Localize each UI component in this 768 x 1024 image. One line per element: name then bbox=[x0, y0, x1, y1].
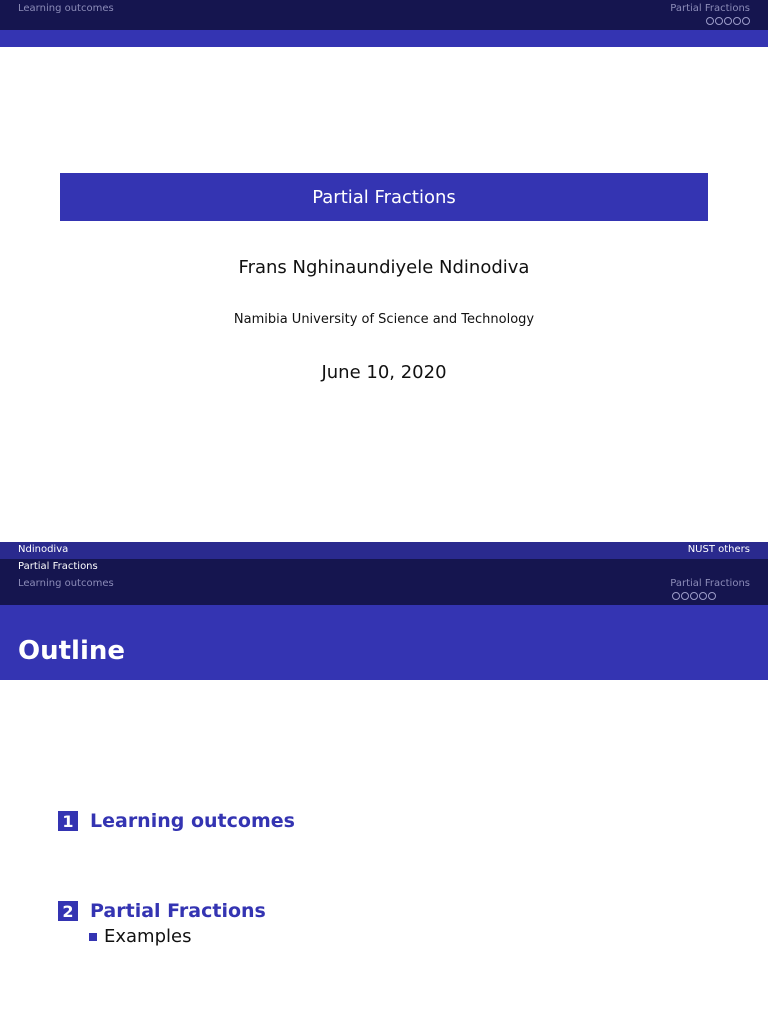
nav-dot-icon[interactable] bbox=[672, 592, 680, 600]
nav-section-partial-fractions[interactable]: Partial Fractions bbox=[670, 578, 750, 589]
current-section-label: Partial Fractions bbox=[18, 561, 98, 572]
nav-dot-icon[interactable] bbox=[733, 17, 741, 25]
toc-item-label: Partial Fractions bbox=[90, 900, 266, 922]
toc-subitem-examples[interactable] bbox=[89, 926, 191, 947]
footer-institute: NUST others bbox=[687, 544, 750, 555]
nav-dots bbox=[670, 17, 750, 25]
presentation-date: June 10, 2020 bbox=[321, 362, 447, 383]
nav-dot-icon[interactable] bbox=[706, 17, 714, 25]
square-bullet-icon bbox=[89, 933, 97, 941]
nav-subsection-strip bbox=[0, 605, 768, 622]
author-name: Frans Nghinaundiyele Ndinodiva bbox=[238, 257, 530, 278]
navigation-bar bbox=[0, 0, 768, 30]
footer-author: Ndinodiva bbox=[18, 544, 69, 555]
nav-dot-icon[interactable] bbox=[699, 592, 707, 600]
frame-title: Outline bbox=[0, 622, 768, 680]
toc-number-badge: 2 bbox=[58, 901, 78, 921]
toc-item-learning-outcomes[interactable] bbox=[58, 810, 295, 832]
nav-section-label: Partial Fractions bbox=[670, 3, 750, 14]
navigation-bar-slide2 bbox=[0, 559, 768, 605]
nav-dot-icon[interactable] bbox=[690, 592, 698, 600]
nav-dot-icon[interactable] bbox=[715, 17, 723, 25]
nav-dot-icon[interactable] bbox=[681, 592, 689, 600]
nav-dots bbox=[672, 592, 716, 600]
nav-section-partial-fractions[interactable] bbox=[670, 3, 750, 25]
nav-dot-icon[interactable] bbox=[708, 592, 716, 600]
toc-item-label: Learning outcomes bbox=[90, 810, 295, 832]
nav-section-learning-outcomes[interactable]: Learning outcomes bbox=[18, 578, 114, 589]
toc-item-partial-fractions[interactable] bbox=[58, 900, 266, 922]
nav-section-learning-outcomes[interactable]: Learning outcomes bbox=[18, 3, 114, 14]
slide-title: Partial Fractions bbox=[60, 173, 708, 221]
nav-subsection-strip bbox=[0, 30, 768, 47]
nav-dot-icon[interactable] bbox=[724, 17, 732, 25]
toc-subitem-label: Examples bbox=[104, 926, 192, 947]
institute-name: Namibia University of Science and Technology bbox=[233, 312, 535, 327]
nav-dot-icon[interactable] bbox=[742, 17, 750, 25]
footline bbox=[0, 542, 768, 559]
toc-number-badge: 1 bbox=[58, 811, 78, 831]
